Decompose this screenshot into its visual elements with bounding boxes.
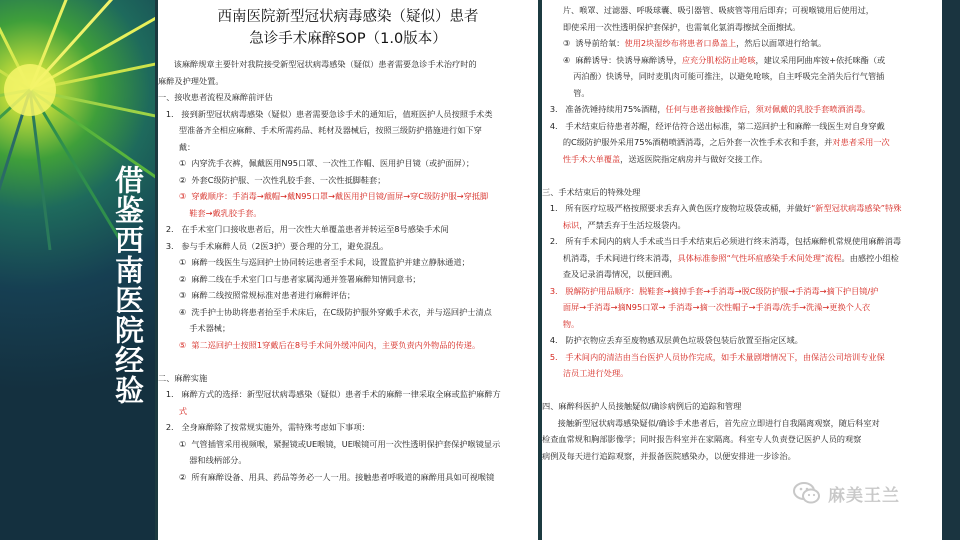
document-page-left [158, 0, 538, 540]
document-line [542, 250, 942, 267]
document-line: 物。 [542, 318, 580, 329]
document-line [542, 52, 942, 69]
document-line: 二、麻醉实施 [158, 372, 208, 383]
document-line: 3. 参与手术麻醉人员（2医3护）要合理的分工，避免混乱。 [158, 240, 389, 251]
document-subtitle: 急诊手术麻醉SOP（1.0版本） [249, 31, 447, 47]
document-line: 2. 全身麻醉除了按常规实施外，需特殊考虑如下事项： [158, 422, 370, 432]
document-line: 片、喉罩、过滤器、呼吸球囊、吸引器管、吸痰管等用后即弃；可视喉镜用后使用过， [542, 5, 874, 15]
document-line: ① 气管插管采用视频喉，紧握镜或UE喉镜，UE喉镜可用一次性透明保护套保护喉镜显示 [158, 438, 501, 449]
document-line: 即使采用一次性透明保护套保护，也需氧化氯消毒擦拭全面擦拭。 [542, 21, 801, 32]
document-line [542, 35, 942, 52]
document-line [158, 353, 538, 370]
text-segment: 标识 [542, 219, 580, 230]
document-line: 查及记录消毒情况，以便回溯。 [542, 269, 678, 279]
document-line: 面屏→手消毒→摘N95口罩→ 手消毒→摘一次性帽子→手消毒/洗手→洗澡→更换个人衣 [542, 302, 871, 312]
left-page-body [158, 56, 538, 485]
document-line [542, 134, 942, 151]
document-line: 1. 麻醉方式的选择：新型冠状病毒感染（疑似）患者手术的麻醉一律采取全麻或监护麻醉方 [158, 389, 501, 399]
document-line: ④ 洗手护士协助将患者抬至手术床后，在C级防护服外穿戴手术衣，并与巡回护士清点 [158, 306, 492, 317]
document-line: ③ 穿戴顺序：手消毒→戴帽→戴N95口罩→戴医用护目镜/面屏→穿C级防护服→穿抵脚 [158, 191, 489, 201]
document-title: 西南医院新型冠状病毒感染（疑似）患者 [217, 9, 479, 25]
text-segment: 任何与患者接触操作后，须对佩戴的乳胶手套喷酒消毒。 [665, 104, 871, 114]
text-segment: ③ 诱导前给氧： [542, 38, 625, 48]
document-line: 3. 脱解防护用品顺序：脱鞋套→摘掉手套→手消毒→脱C级防护服→手消毒→摘下护目镜/护 [542, 285, 879, 296]
document-line: 器和线柄部分。 [158, 455, 247, 465]
document-line: 一、接收患者流程及麻醉前评估 [158, 92, 273, 102]
text-segment: 性手术大单覆盖 [542, 153, 621, 164]
document-line: 4. 手术结束后待患者苏醒，经评估符合送出标准，第二巡回护士和麻醉一线医生对自身穿戴 [542, 120, 885, 131]
document-line: 4. 防护衣物应丢弃至废物感双层黄色垃圾袋包装后放置至指定区域。 [542, 335, 803, 345]
right-page-body [542, 0, 942, 464]
text-segment: 1. 所有医疗垃圾严格按照要求丢弃入黄色医疗废物垃圾袋或桶，并做好 [542, 203, 812, 213]
background-strip [942, 0, 960, 540]
document-line: 接触新型冠状病毒感染疑似/确诊手术患者后，首先应立即进行自我隔离观察，随后科室对 [542, 417, 880, 428]
document-line: 5. 手术间内的清洁由当台医护人员协作完成，如手术量剧增情况下，由保洁公司培训专业保 [542, 351, 885, 362]
text-segment: ，送返医院指定病房并与做好交接工作。 [620, 153, 768, 164]
text-segment: 应充分肌松防止呛咳 [681, 54, 756, 65]
document-line [542, 167, 942, 184]
document-line: 管。 [542, 87, 590, 98]
text-segment: 。由感控小组检 [841, 252, 899, 263]
document-line: 丙泊酚）快诱导，同时麦肌肉可能可推注，以避免呛咳，自主呼吸完全消失后行气管插 [542, 71, 885, 81]
document-line: ⑤ 第二巡回护士按照1穿戴后在8号手术间外缓冲间内，主要负责内外物品的传递。 [158, 339, 481, 350]
document-line: 三、手术结束后的特殊处理 [542, 186, 641, 197]
text-segment: ，然后以面罩进行给氧。 [736, 38, 827, 48]
document-line [542, 101, 942, 118]
text-segment: 具体标准参照“气性坏疽感染手术间处理”流程 [677, 252, 842, 263]
text-segment: ，建议采用阿曲库铵+依托咪酯（或 [755, 54, 886, 65]
document-line: 麻醉及护理处置。 [158, 75, 224, 86]
text-segment: ④ 麻醉诱导：快诱导麻醉诱导， [542, 54, 682, 65]
document-line [542, 217, 942, 234]
document-line [542, 200, 942, 217]
document-line [542, 151, 942, 168]
watermark-text: 麻美王兰 [828, 485, 900, 506]
document-line: 四、麻醉科医护人员接触疑似/确诊病例后的追踪和管理 [542, 401, 742, 411]
document-line: 式 [158, 405, 188, 416]
document-line: 洁员工进行处理。 [542, 368, 629, 378]
text-segment: 使用2块湿纱布将患者口鼻盖上 [624, 38, 737, 48]
watermark [792, 478, 900, 508]
side-title: 借鉴西南医院经验 [111, 165, 145, 405]
text-segment: 的C级防护服外采用75%酒精喷洒消毒，之后外套一次性手术衣和手套，并 [542, 137, 833, 147]
text-segment: “新型冠状病毒感染”特殊 [811, 203, 902, 213]
text-segment: ，严禁丢弃于生活垃圾袋内。 [579, 219, 686, 230]
document-line: 戴： [158, 141, 196, 152]
document-line: ② 麻醉二线在手术室门口与患者家属沟通并签署麻醉知情同意书； [158, 273, 421, 284]
document-line: 鞋套→戴乳胶手套。 [158, 207, 262, 218]
text-segment: 3. 准备洗锤持续用75%酒精， [542, 104, 666, 114]
document-line [542, 382, 942, 399]
document-line: 手术器械； [158, 323, 231, 333]
document-line: 2. 在手术室门口接收患者后，用一次性大单覆盖患者并转运至8号感染手术间 [158, 224, 449, 234]
document-line: ③ 麻醉二线按照常规标准对患者进行麻醉评估； [158, 290, 356, 300]
document-line: ② 所有麻醉设备、用具、药品等务必一人一用。接触患者呼吸道的麻醉用具如可视喉镜 [158, 471, 495, 482]
wechat-icon [792, 478, 822, 508]
document-line: 检查血常规和胸部影像学；同时报告科室并在家隔离。科室专人负责登记医护人员的观察 [542, 434, 862, 444]
document-line: ② 外套C级防护服、一次性乳胶手套、一次性抵脚鞋套； [158, 174, 386, 185]
document-line: ① 内穿洗手衣裤，佩戴医用N95口罩、一次性工作帽、医用护目镜（或护面屏）； [158, 158, 475, 168]
document-line: 1. 接到新型冠状病毒感染（疑似）患者需要急诊手术的通知后，值班医护人员按照手术类 [158, 108, 493, 119]
document-line: 2. 所有手术间内的病人手术或当日手术结束后必须进行终末消毒，包括麻醉机常规使用麻醉消毒 [542, 236, 902, 246]
document-line: 该麻醉规章主要针对我院接受新型冠状病毒感染（疑似）患者需要急诊手术治疗时的 [158, 59, 477, 69]
text-segment: 对患者采用一次 [832, 137, 890, 147]
text-segment: 机消毒，手术间进行终末消毒， [542, 252, 678, 263]
document-line: ① 麻醉一线医生与巡回护士协同转运患者至手术间，设置监护并建立静脉通道； [158, 257, 470, 267]
document-line: 病例及每天进行追踪观察，并报备医院感染办，以便安排进一步诊治。 [542, 450, 796, 461]
decorative-panel [0, 0, 155, 540]
document-line: 型准备齐全相应麻醉、手术所需药品、耗材及器械后，按照三级防护措施进行如下穿 [158, 125, 482, 135]
document-page-right [542, 0, 942, 540]
